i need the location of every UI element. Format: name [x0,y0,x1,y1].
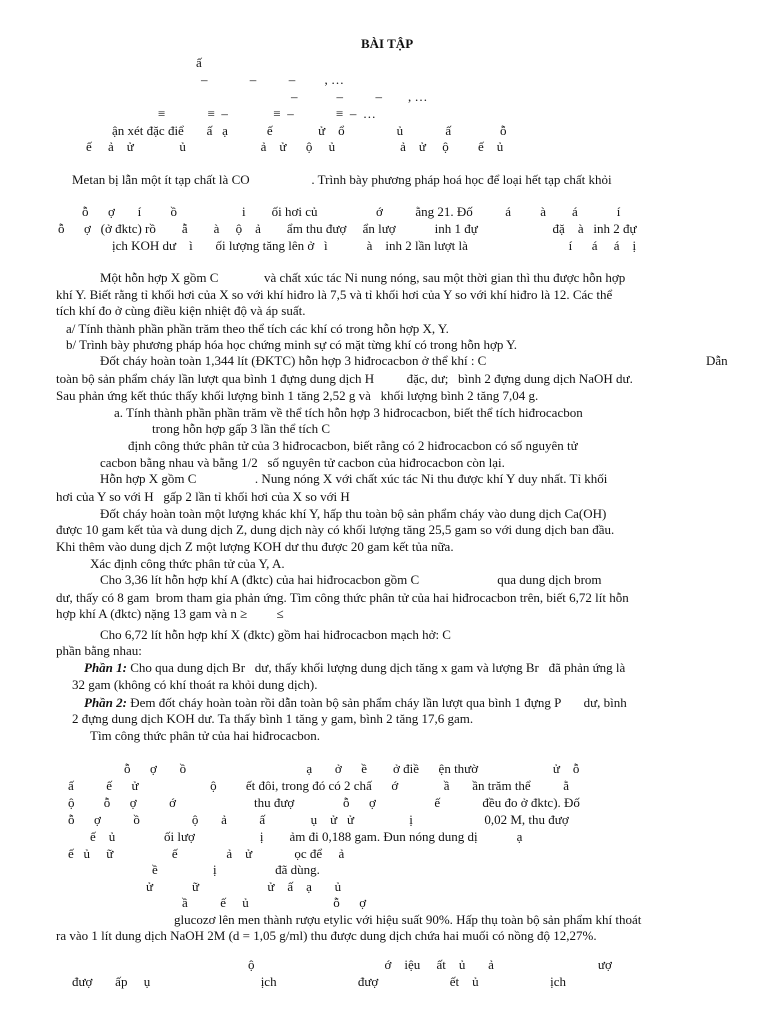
text-line: khí Y. Biết rằng tỉ khối hơi của X so với khí hiđro là 7,5 và tỉ khối hơi của Y so với khí hiđro là 12. Các thể [56,287,613,302]
text-line: ỗ ợ (ở đktc) rồ ẫ à ộ ả ẩm thu đượ ẩn lượ inh 1 đự đặ à inh 2 đự [58,221,637,236]
text-line: ấ ế ử ộ ết đôi, trong đó có 2 chấ ớ ầ ần trăm thể ằ [68,778,569,793]
page-title: BÀI TẬP [361,36,414,51]
part-1-label: Phần 1: [84,660,127,675]
text-line: glucozơ lên men thành rượu etylic với hiệu suất 90%. Hấp thụ toàn bộ sản phẩm khí thoát [174,912,642,927]
text-line: Metan bị lẫn một ít tạp chất là CO . Trình bày phương pháp hoá học để loại hết tạp chất khỏi [72,172,612,187]
text-line: dư, thấy có 8 gam brom tham gia phản ứng. Tìm công thức phân tử của hai hiđrocacbon trên, biết 6,72 lít hỗn [56,590,629,605]
text-line: ỗ ợ ồ ạ ở ề ở điề ện thườ ử ỗ [124,761,580,776]
text-line: Dẫn [706,353,728,368]
text-line: ịch KOH dư ì ối lượng tăng lên ở ì à inh 2 lần lượt là í á á ị [112,238,637,253]
text-line: Một hỗn hợp X gồm C và chất xúc tác Ni nung nóng, sau một thời gian thì thu được hỗn hợp [100,270,626,285]
text-line: Xác định công thức phân tử của Y, A. [90,556,285,571]
text-line: b/ Trình bày phương pháp hóa học chứng minh sự có mặt từng khí có trong hỗn hợp Y. [66,337,518,352]
text-line: trong hỗn hợp gấp 3 lần thể tích C [152,421,331,436]
text-line: a. Tính thành phần phần trăm về thể tích hỗn hợp 3 hiđrocacbon, biết thể tích hiđrocacbon [114,405,583,420]
text-line: hợp khí A (đktc) nặng 13 gam và n ≥ ≤ [56,606,284,621]
text-line: cacbon bằng nhau và bằng 1/2 số nguyên tử cacbon của hiđrocacbon còn lại. [100,455,505,470]
text-line: Khi thêm vào dung dịch Z một lượng KOH dư thu được 20 gam kết tủa nữa. [56,539,454,554]
text-line: ận xét đặc điể ấ ạ ế ử ổ ủ ấ ỗ [112,123,507,138]
text-line: – – – , … [201,72,344,87]
text-line: Đốt cháy hoàn toàn một lượng khác khí Y, hấp thu toàn bộ sản phẩm cháy vào dung dịch Ca(OH) [100,506,607,521]
text-line: ế ả ử ủ ả ử ộ ủ ả ử ộ ế ủ [86,139,504,154]
text-line: Tìm công thức phân tử của hai hiđrocacbon. [90,728,320,743]
part-2-line [84,695,627,710]
text-line: Cho 3,36 lít hỗn hợp khí A (đktc) của hai hiđrocacbon gồm C qua dung dịch brom [100,572,602,587]
text-line: phần bằng nhau: [56,643,142,658]
text-line: đượ ấp ụ ịch đượ ết ủ ịch [72,974,567,989]
text-line: Đốt cháy hoàn toàn 1,344 lít (ĐKTC) hỗn hợp 3 hiđrocacbon ở thể khí : C [100,353,487,368]
part-2-label: Phần 2: [84,695,127,710]
text-line: ề ị đã dùng. [152,862,320,877]
text-line: ế ủ ữ ế ả ử ọc để ả [68,846,345,861]
text-line: ộ ớ iệu ất ủ ả ượ [248,957,612,972]
text-line: ỗ ợ ồ ộ ả ấ ụ ử ử ị 0,02 M, thu đượ [68,812,569,827]
text-line: Hỗn hợp X gồm C . Nung nóng X với chất xúc tác Ni thu được khí Y duy nhất. Tỉ khối [100,471,608,486]
text-line: 2 đựng dung dịch KOH dư. Ta thấy bình 1 tăng y gam, bình 2 tăng 17,6 gam. [72,711,474,726]
text-line: được 10 gam kết tủa và dung dịch Z, dung dịch này có khối lượng tăng 25,5 gam so với dung dịch ban đầu. [56,522,615,537]
part-2-text: Đem đốt cháy hoàn toàn rồi dẫn toàn bộ sản phẩm cháy lần lượt qua bình 1 đựng P dư, bình [126,695,627,710]
text-line: ế ủ ối lượ ị ảm đi 0,188 gam. Đun nóng dung dị ạ [90,829,523,844]
text-line: ộ ỗ ợ ớ thu đượ ỗ ợ ế đều đo ở đktc). Đố [68,795,580,810]
text-line: ầ ế ủ ỗ ợ [182,895,367,910]
text-line: toàn bộ sản phẩm cháy lần lượt qua bình 1 đựng dung dịch H đặc, dư; bình 2 đựng dung dịch NaOH dư. [56,371,633,386]
text-line: ỗ ợ í ồ i ối hơi củ ớ ằng 21. Đố á à á í [82,204,621,219]
text-line: 32 gam (không có khí thoát ra khỏi dung dịch). [72,677,318,692]
text-line: ra vào 1 lít dung dịch NaOH 2M (d = 1,05 g/ml) thu được dung dịch chứa hai muối có nồng độ 12,27%. [56,928,597,943]
text-line: ấ [196,55,202,70]
text-line: tích khí đo ở cùng điều kiện nhiệt độ và áp suất. [56,303,306,318]
text-line: định công thức phân tử của 3 hiđrocacbon, biết rằng có 2 hiđrocacbon có số nguyên tử [128,438,578,453]
text-line: a/ Tính thành phần phần trăm theo thể tích các khí có trong hỗn hợp X, Y. [66,321,449,336]
text-line: – – – , … [291,89,428,104]
text-line: Sau phản ứng kết thúc thấy khối lượng bình 1 tăng 2,52 g và khối lượng bình 2 tăng 7,04 g. [56,388,539,403]
text-line: ử ữ ử ấ ạ ủ [146,879,342,894]
text-line: ≡ ≡ – ≡ – ≡ – … [158,106,376,121]
part-1-line [84,660,625,675]
text-line: hơi của Y so với H gấp 2 lần tỉ khối hơi của X so với H [56,489,350,504]
text-line: Cho 6,72 lít hỗn hợp khí X (đktc) gồm hai hiđrocacbon mạch hở: C [100,627,451,642]
part-1-text: Cho qua dung dịch Br dư, thấy khối lượng dung dịch tăng x gam và lượng Br đã phản ứng là [126,660,626,675]
